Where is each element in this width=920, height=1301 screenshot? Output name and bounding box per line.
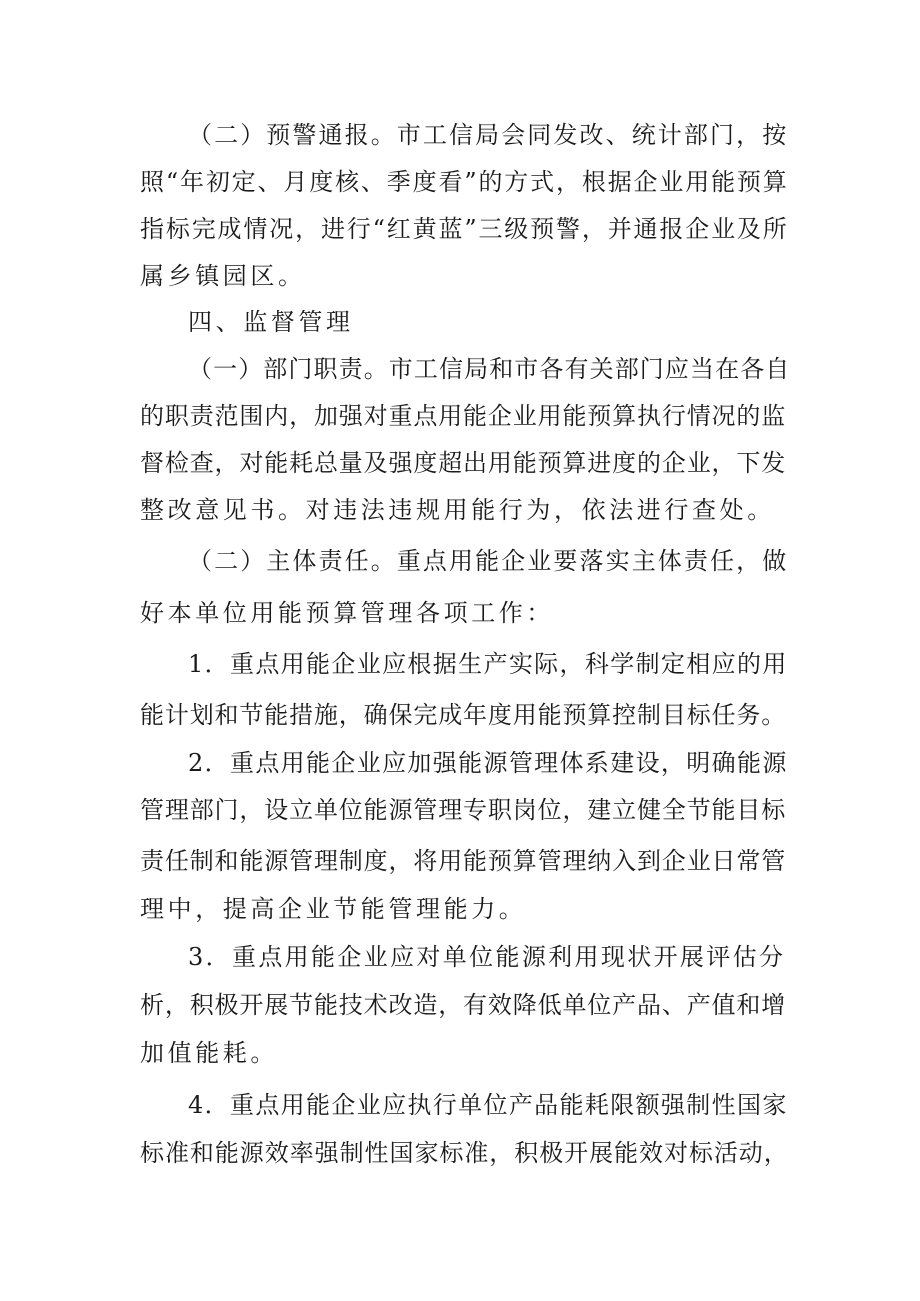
text-line: 3．重点用能企业应对单位能源利用现状开展评估分 [188,943,786,971]
text-line: 能计划和节能措施，确保完成年度用能预算控制目标任务。 [140,701,787,729]
text-line: 1．重点用能企业应根据生产实际，科学制定相应的用 [188,650,788,678]
text-line: 理中，提高企业节能管理能力。 [140,895,527,923]
text-line: 好本单位用能预算管理各项工作： [140,599,554,627]
text-line: 析，积极开展节能技术改造，有效降低单位产品、产值和增 [140,991,787,1019]
text-line: 的职责范围内，加强对重点用能企业用能预算执行情况的监 [140,402,787,430]
text-line: 管理部门，设立单位能源管理专职岗位，建立健全节能目标 [140,796,787,824]
text-line: 督检查，对能耗总量及强度超出用能预算进度的企业，下发 [140,449,787,477]
text-line: （二）主体责任。重点用能企业要落实主体责任，做 [188,547,789,575]
text-line: 责任制和能源管理制度，将用能预算管理纳入到企业日常管 [140,847,787,875]
text-line: 属乡镇园区。 [140,262,306,290]
text-line: 指标完成情况，进行“红黄蓝”三级预警，并通报企业及所 [140,215,789,243]
text-line: 照“年初定、月度核、季度看”的方式，根据企业用能预算 [140,168,789,196]
text-line: 加值能耗。 [140,1039,278,1067]
text-line: 标准和能源效率强制性国家标准，积极开展能效对标活动， [140,1139,789,1167]
text-line: （二）预警通报。市工信局会同发改、统计部门，按 [188,121,789,149]
text-line: 2．重点用能企业应加强能源管理体系建设，明确能源 [188,749,788,777]
text-line: 整改意见书。对违法违规用能行为，依法进行查处。 [140,496,775,524]
text-line: （一）部门职责。市工信局和市各有关部门应当在各自 [188,355,791,383]
section-heading-supervision: 四、监督管理 [188,308,354,336]
text-line: 4．重点用能企业应执行单位产品能耗限额强制性国家 [188,1091,788,1119]
